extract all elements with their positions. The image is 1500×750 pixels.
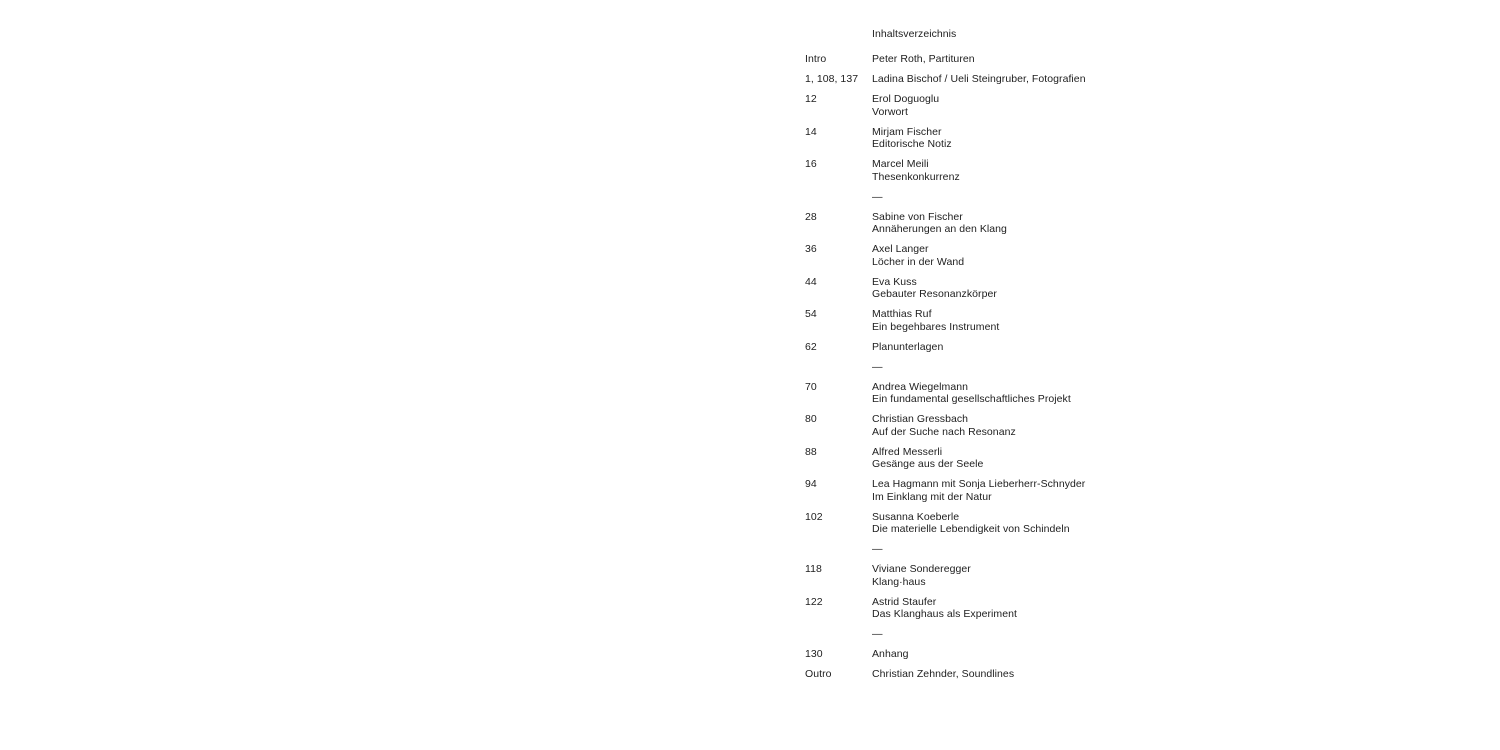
toc-entry <box>805 73 1165 86</box>
toc-title: Annäherungen an den Klang <box>872 223 1007 235</box>
toc-title: Ein fundamental gesellschaftliches Projekt <box>872 393 1071 405</box>
toc-entry <box>805 413 1165 438</box>
toc-title: Vorwort <box>872 105 908 118</box>
toc-entry <box>805 596 1165 621</box>
toc-entry <box>805 478 1165 503</box>
toc-title: Auf der Suche nach Resonanz <box>872 425 1016 438</box>
toc-page-number: 54 <box>805 308 817 320</box>
toc-author: Christian Zehnder, Soundlines <box>872 668 1015 680</box>
toc-title: Thesenkonkurrenz <box>872 170 960 183</box>
toc-author: Christian Gressbach <box>872 413 969 425</box>
toc-entry <box>805 668 1165 681</box>
toc-author: Viviane Sonderegger <box>872 563 971 575</box>
toc-author: Mirjam Fischer <box>872 125 942 138</box>
toc-page-number: Outro <box>805 668 832 680</box>
section-separator: — <box>872 360 883 373</box>
toc-title: Gesänge aus der Seele <box>872 458 984 470</box>
toc-author: Peter Roth, Partituren <box>872 53 975 65</box>
toc-page-number: 118 <box>805 563 822 575</box>
toc-author: Planunterlagen <box>872 340 944 353</box>
toc-page-number: 16 <box>805 158 817 170</box>
toc-page-number: 36 <box>805 243 817 255</box>
section-separator: — <box>872 628 883 640</box>
toc-page-number: 1, 108, 137 <box>805 73 859 85</box>
toc-page-number: 88 <box>805 445 817 458</box>
toc-title: Klang·haus <box>872 575 926 588</box>
toc-entry <box>805 211 1165 236</box>
section-separator: — <box>872 190 883 203</box>
toc-title: Editorische Notiz <box>872 138 952 150</box>
toc-entry <box>805 446 1165 471</box>
toc-page-number: 62 <box>805 340 817 353</box>
toc-page-number: 80 <box>805 413 817 425</box>
toc-author: Erol Doguoglu <box>872 93 940 105</box>
toc-author: Andrea Wiegelmann <box>872 380 968 393</box>
toc-entry <box>805 93 1165 118</box>
toc-author: Sabine von Fischer <box>872 210 963 223</box>
toc-author: Matthias Ruf <box>872 308 932 320</box>
toc-page-number: 122 <box>805 595 823 608</box>
toc-entry <box>805 53 1165 66</box>
toc-title: Die materielle Lebendigkeit von Schindeln <box>872 523 1070 535</box>
toc-author: Susanna Koeberle <box>872 510 960 523</box>
toc-title: Löcher in der Wand <box>872 255 965 268</box>
toc-page-number: 44 <box>805 275 817 288</box>
toc-title: Das Klanghaus als Experiment <box>872 608 1017 620</box>
toc-entry <box>805 308 1165 333</box>
toc-page-number: 12 <box>805 93 817 105</box>
table-of-contents <box>805 28 1165 688</box>
toc-entry <box>805 276 1165 301</box>
toc-page-number: 14 <box>805 125 817 138</box>
toc-entry <box>805 341 1165 354</box>
toc-page-number: 70 <box>805 380 817 393</box>
toc-entry <box>805 511 1165 536</box>
toc-author: Astrid Staufer <box>872 595 937 608</box>
toc-entry <box>805 648 1165 661</box>
toc-author: Alfred Messerli <box>872 445 943 458</box>
toc-entry <box>805 243 1165 268</box>
toc-entry <box>805 563 1165 588</box>
toc-page-number: 28 <box>805 210 817 223</box>
toc-page-number: Intro <box>805 53 827 65</box>
section-separator: — <box>872 543 883 555</box>
toc-title: Ein begehbares Instrument <box>872 320 1000 333</box>
toc-title: Gebauter Resonanzkörper <box>872 288 997 300</box>
toc-entry <box>805 126 1165 151</box>
toc-heading: Inhaltsverzeichnis <box>872 28 957 40</box>
toc-entry <box>805 158 1165 183</box>
toc-author: Eva Kuss <box>872 275 917 288</box>
toc-page-number: 130 <box>805 648 823 660</box>
toc-author: Lea Hagmann mit Sonja Lieberherr-Schnyder <box>872 478 1086 490</box>
toc-author: Anhang <box>872 648 909 660</box>
toc-page-number: 102 <box>805 510 823 523</box>
toc-page-number: 94 <box>805 478 817 490</box>
toc-entry <box>805 381 1165 406</box>
toc-author: Marcel Meili <box>872 158 929 170</box>
toc-title: Im Einklang mit der Natur <box>872 490 992 503</box>
toc-author: Ladina Bischof / Ueli Steingruber, Fotografien <box>872 73 1086 85</box>
toc-author: Axel Langer <box>872 243 929 255</box>
